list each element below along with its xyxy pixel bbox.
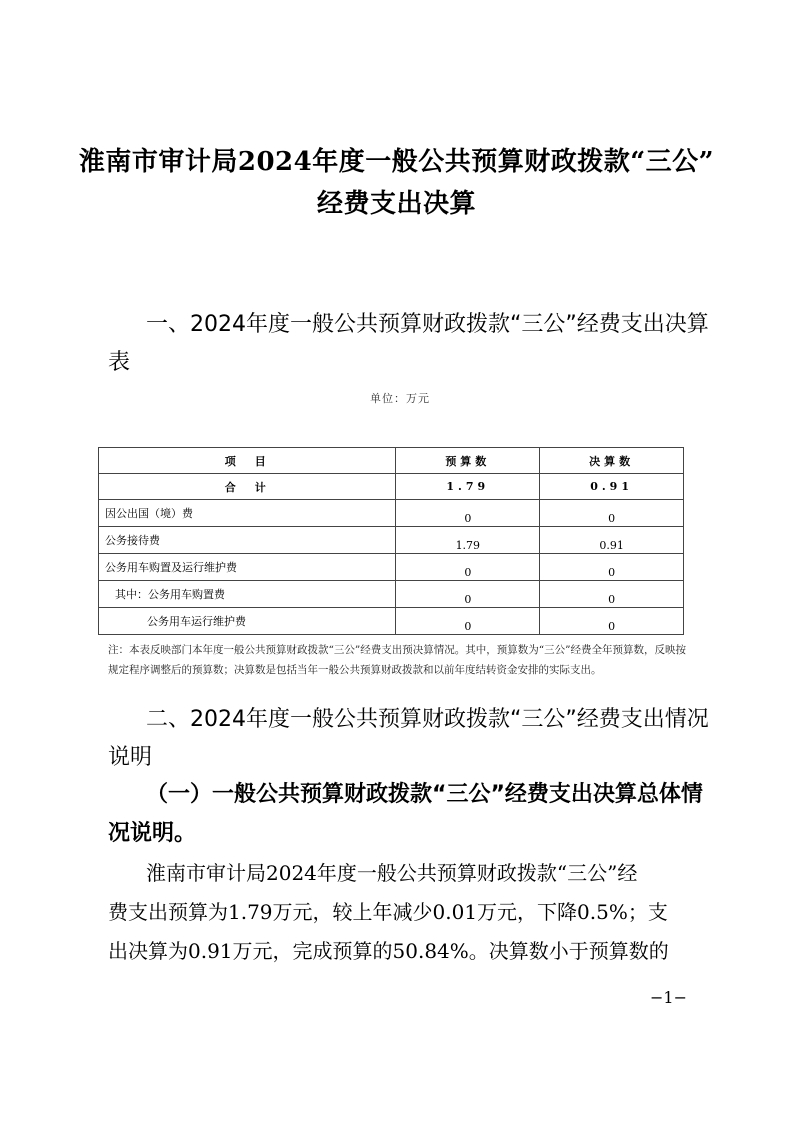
body-paragraph-line-2: 费支出预算为1.79万元，较上年减少0.01万元，下降0.5%；支 [108, 900, 668, 924]
table-row-total [99, 474, 684, 500]
row-label: 因公出国（境）费 [99, 500, 396, 527]
row-label: 其中：公务用车购置费 [99, 581, 396, 608]
body-paragraph-line-1: 淮南市审计局2024年度一般公共预算财政拨款“三公”经 [146, 861, 638, 885]
section-1-heading-continued: 表 [108, 350, 131, 375]
row-final: 0.91 [540, 474, 684, 500]
subsection-heading: （一）一般公共预算财政拨款“三公”经费支出决算总体情 [146, 782, 703, 807]
row-label: 公务用车购置及运行维护费 [99, 554, 396, 581]
row-label: 合 计 [99, 474, 396, 500]
table-row [99, 581, 684, 608]
column-header-budget: 预算数 [396, 448, 540, 474]
unit-label: 单位：万元 [370, 392, 430, 405]
subsection-heading-continued: 况说明。 [108, 821, 197, 846]
row-label: 公务接待费 [99, 527, 396, 554]
page-number: −1− [650, 988, 687, 1007]
table-header-row [99, 448, 684, 474]
column-header-item: 项 目 [99, 448, 396, 474]
row-budget: 1.79 [396, 527, 540, 554]
row-budget: 0 [396, 581, 540, 608]
section-1-heading: 一、2024年度一般公共预算财政拨款“三公”经费支出决算 [146, 312, 709, 337]
table-note: 注：本表反映部门本年度一般公共预算财政拨款“三公”经费支出预决算情况。其中，预算数为“三公”经费全年预算数，反映按规定程序调整后的预算数；决算数是包括当年一般公共预算财政拨款和以前年度结转资金安排的实际支出。 [108, 644, 686, 676]
row-final: 0.91 [540, 527, 684, 554]
three-public-expenses-table [98, 447, 684, 635]
row-final: 0 [540, 500, 684, 527]
table-row [99, 608, 684, 635]
table-row [99, 554, 684, 581]
row-budget: 1.79 [396, 474, 540, 500]
row-final: 0 [540, 608, 684, 635]
row-label: 公务用车运行维护费 [99, 608, 396, 635]
row-final: 0 [540, 581, 684, 608]
row-budget: 0 [396, 608, 540, 635]
row-final: 0 [540, 554, 684, 581]
table-row [99, 527, 684, 554]
document-title-line-1: 淮南市审计局2024年度一般公共预算财政拨款“三公” [78, 147, 715, 177]
section-2-heading-continued: 说明 [108, 745, 153, 770]
row-budget: 0 [396, 554, 540, 581]
body-paragraph-line-3: 出决算为0.91万元，完成预算的50.84%。决算数小于预算数的 [108, 939, 669, 963]
section-2-heading: 二、2024年度一般公共预算财政拨款“三公”经费支出情况 [146, 707, 709, 732]
document-title-line-2: 经费支出决算 [316, 189, 476, 219]
row-budget: 0 [396, 500, 540, 527]
table-row [99, 500, 684, 527]
column-header-final: 决算数 [540, 448, 684, 474]
